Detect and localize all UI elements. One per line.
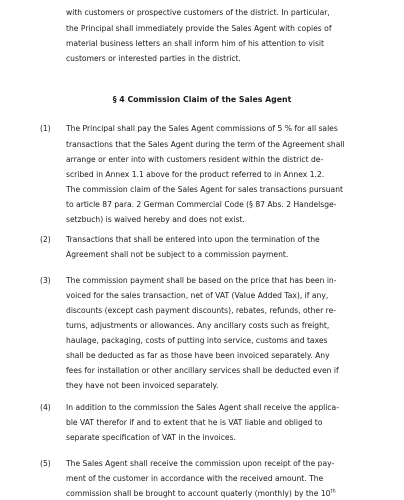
paragraph-line: Agreement shall not be subject to a commission payment. <box>66 250 289 259</box>
intro-line: customers or interested parties in the district. <box>66 54 241 63</box>
paragraph-line: In addition to the commission the Sales Agent shall receive the applica- <box>66 403 339 412</box>
paragraph-line: transactions that the Sales Agent during the term of the Agreement shall <box>66 140 345 149</box>
paragraph-line: shall be deducted as far as those have been invoiced separately. Any <box>66 351 330 360</box>
paragraph-line: ble VAT therefor if and to extent that he is VAT liable and obliged to <box>66 418 323 427</box>
paragraph-number: (1) <box>40 124 51 133</box>
paragraph-number: (5) <box>40 459 51 468</box>
paragraph-line: discounts (except cash payment discounts), rebates, refunds, other re- <box>66 306 336 315</box>
paragraph-line: haulage, packaging, costs of putting into service, customs and taxes <box>66 336 328 345</box>
paragraph-line: The commission payment shall be based on the price that has been in- <box>66 276 337 285</box>
section-heading: § 4 Commission Claim of the Sales Agent <box>112 95 292 104</box>
paragraph-number: (3) <box>40 276 51 285</box>
ordinal-suffix: th <box>330 488 336 495</box>
paragraph-line: setzbuch) is waived hereby and does not exist. <box>66 215 245 224</box>
paragraph-line: The Sales Agent shall receive the commission upon receipt of the pay- <box>66 459 335 468</box>
paragraph-line: they have not been invoiced separately. <box>66 381 219 390</box>
paragraph-line: arrange or enter into with customers resident within the district de- <box>66 155 324 164</box>
paragraph-line-text: commission shall be brought to account quaterly (monthly) by the 10 <box>66 489 331 498</box>
paragraph-line: to article 87 para. 2 German Commercial Code (§ 87 Abs. 2 Handelsge- <box>66 200 337 209</box>
paragraph-line: voiced for the sales transaction, net of VAT (Value Added Tax), if any, <box>66 291 329 300</box>
paragraph-line: Transactions that shall be entered into upon the termination of the <box>66 235 320 244</box>
paragraph-line: separate specification of VAT in the invoices. <box>66 433 236 442</box>
paragraph-line: scribed in Annex 1.1 above for the product referred to in Annex 1.2. <box>66 170 325 179</box>
paragraph-number: (2) <box>40 235 51 244</box>
paragraph-line: The Principal shall pay the Sales Agent commissions of 5 % for all sales <box>66 124 338 133</box>
intro-line: the Principal shall immediately provide the Sales Agent with copies of <box>66 24 332 33</box>
paragraph-number: (4) <box>40 403 51 412</box>
paragraph-line: fees for installation or other ancillary services shall be deducted even if <box>66 366 339 375</box>
paragraph-line: turns, adjustments or allowances. Any ancillary costs such as freight, <box>66 321 330 330</box>
paragraph-line <box>66 489 336 499</box>
paragraph-line: The commission claim of the Sales Agent for sales transactions pursuant <box>66 185 343 194</box>
intro-line: material business letters an shall inform him of his attention to visit <box>66 39 324 48</box>
intro-line: with customers or prospective customers of the district. In particular, <box>66 8 330 17</box>
paragraph-line: ment of the customer in accordance with the received amount. The <box>66 474 324 483</box>
